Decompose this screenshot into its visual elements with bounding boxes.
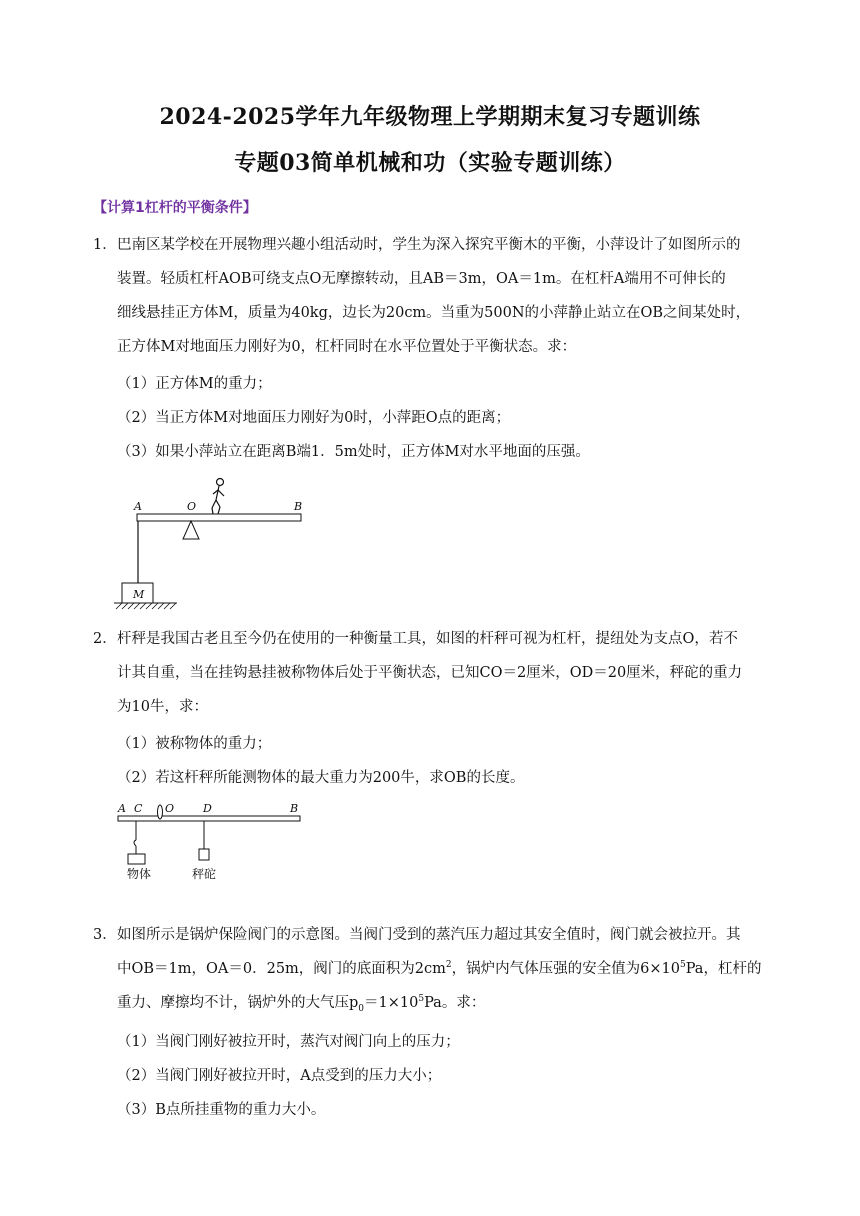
question-2-line-3: 为10牛，求： <box>117 699 208 715</box>
steelyard-bar <box>118 816 300 821</box>
label-o: O <box>165 802 175 815</box>
label-object: 物体 <box>127 867 152 881</box>
document-title: 2024-2025学年九年级物理上学期期末复习专题训练 <box>159 104 701 130</box>
label-a: A <box>134 500 142 513</box>
label-a: A <box>118 802 126 815</box>
counterweight-box <box>199 849 209 860</box>
label-m: M <box>133 588 145 601</box>
document-subtitle: 专题03简单机械和功（实验专题训练） <box>234 150 626 176</box>
question-3-part-1: （1）当阀门刚好被拉开时，蒸汽对阀门向上的压力； <box>117 1034 460 1050</box>
question-3 <box>93 918 773 1020</box>
hook-icon <box>134 840 136 846</box>
question-2-line-2: 计其自重，当在挂钩悬挂被称物体后处于平衡状态，已知CO＝2厘米，OD＝20厘米，秤砣的重力 <box>117 665 743 681</box>
label-o: O <box>187 500 197 513</box>
lever-figure-1 <box>112 472 312 622</box>
question-2-line-1: 2．杆秤是我国古老且至今仍在使用的一种衡量工具，如图的杆秤可视为杠杆，提纽处为支点O，若不 <box>93 631 738 647</box>
question-1-line-2: 装置。轻质杠杆AOB可绕支点O无摩擦转动，且AB＝3m，OA＝1m。在杠杆A端用不可伸长的 <box>117 271 726 287</box>
lever-beam <box>137 514 301 521</box>
question-1-line-1: 1．巴南区某学校在开展物理兴趣小组活动时，学生为深入探究平衡木的平衡，小萍设计了如图所示的 <box>93 237 741 253</box>
question-3-line-1: 3．如图所示是锅炉保险阀门的示意图。当阀门受到的蒸汽压力超过其安全值时，阀门就会被拉开。其 <box>93 927 741 943</box>
question-2-part-1: （1）被称物体的重力； <box>117 736 272 752</box>
label-c: C <box>134 802 143 815</box>
label-d: D <box>203 802 212 815</box>
question-3-line-3: 重力、摩擦均不计，锅炉外的大气压$p_0=1\times 10^5Pa$。求： <box>117 994 486 1014</box>
steelyard-figure <box>112 796 312 886</box>
section-heading: 【计算1杠杆的平衡条件】 <box>93 200 257 216</box>
question-1 <box>93 228 773 364</box>
question-1-line-4: 正方体M对地面压力刚好为0，杠杆同时在水平位置处于平衡状态。求： <box>117 339 577 355</box>
question-1-part-2: （2）当正方体M对地面压力刚好为0时，小萍距O点的距离； <box>117 410 511 426</box>
fulcrum-triangle <box>183 521 199 539</box>
question-2 <box>93 622 773 724</box>
question-1-line-3: 细线悬挂正方体M，质量为40kg，边长为20cm。当重为500N的小萍静止站立在OB之间某处时， <box>117 305 751 321</box>
question-3-part-2: （2）当阀门刚好被拉开时，A点受到的压力大小； <box>117 1068 442 1084</box>
question-2-part-2: （2）若这杆秤所能测物体的最大重力为200牛，求OB的长度。 <box>117 770 525 786</box>
label-weight: 秤砣 <box>192 867 217 881</box>
label-b: B <box>294 500 303 513</box>
question-1-part-3: （3）如果小萍站立在距离B端1．5m处时，正方体M对水平地面的压强。 <box>117 444 590 460</box>
lifting-loop <box>158 805 163 819</box>
ground-hatch <box>116 603 176 609</box>
object-box <box>128 854 145 864</box>
question-3-part-3: （3）B点所挂重物的重力大小。 <box>117 1102 326 1118</box>
person-figure <box>212 479 224 515</box>
label-b: B <box>290 802 299 815</box>
question-1-part-1: （1）正方体M的重力； <box>117 376 272 392</box>
question-3-line-2: 中OB＝1m，OA＝0．25m，阀门的底面积为$2cm^2$，锅炉内气体压强的安全值为$6\times 10^5Pa$，杠杆的 <box>117 960 762 977</box>
